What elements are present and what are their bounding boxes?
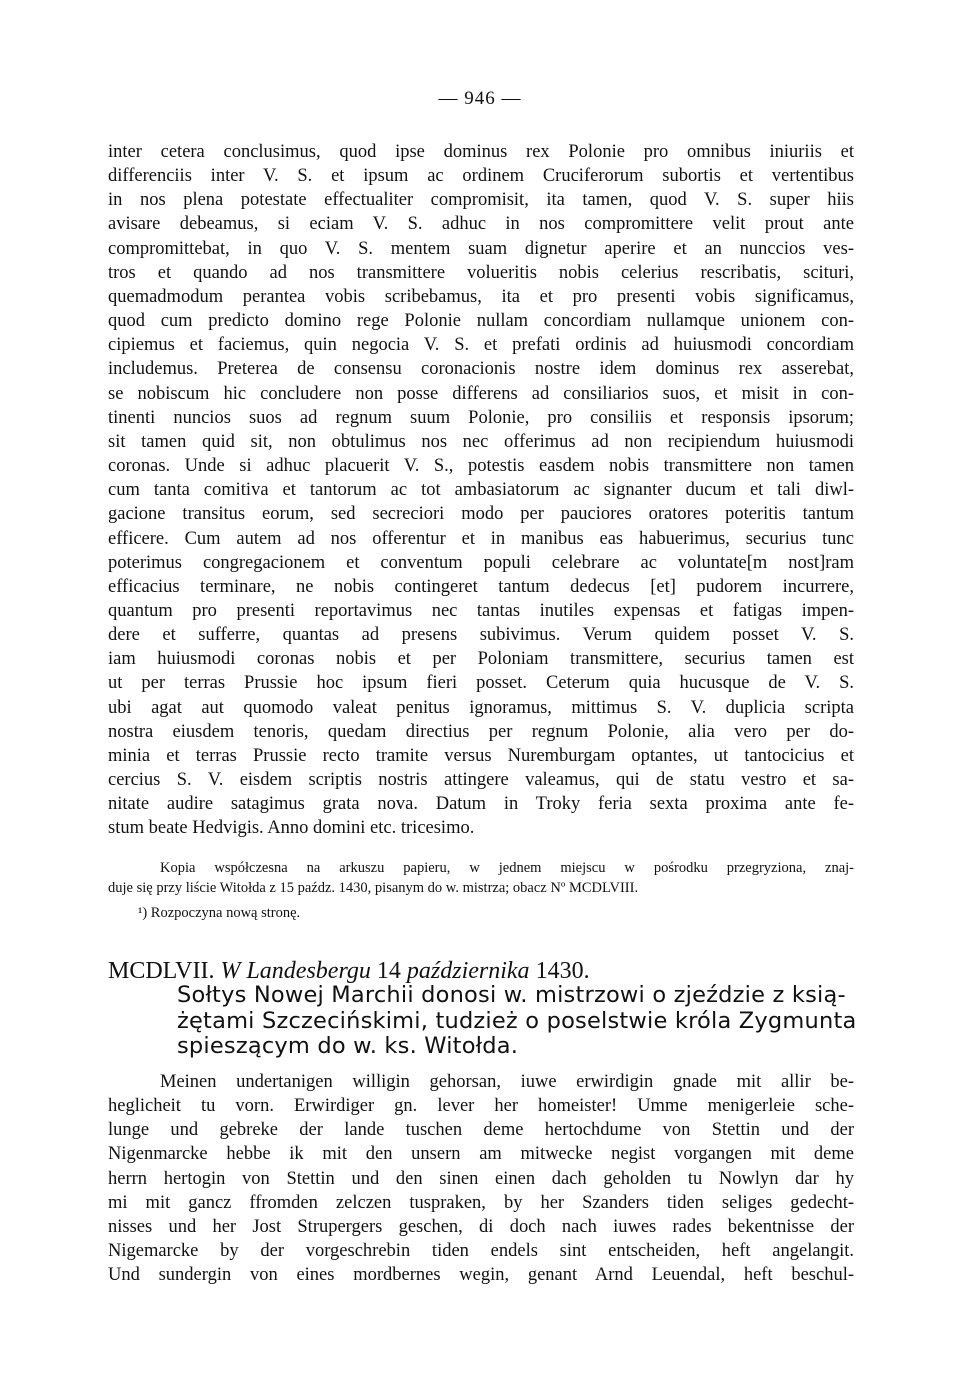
heading-day: 14: [376, 958, 401, 984]
text-line: Nigenmarcke hebbe ik mit den unsern am mitwecke negist vorgangen mit deme: [108, 1144, 854, 1165]
summary-line: żętami Szczecińskimi, tudzież o poselstwie króla Zygmunta: [177, 1007, 857, 1034]
text-line: poterimus congregacionem et conventum populi celebrare ac voluntate[m nost]ram: [108, 552, 854, 573]
text-line: compromittebat, in quo V. S. mentem suam dignetur aperire et an nunccios ves-: [108, 238, 854, 259]
text-line: quemadmodum perantea vobis scribebamus, ita et pro presenti vobis significamus,: [108, 286, 854, 307]
heading-place: W Landesbergu: [220, 958, 371, 984]
text-line: cum tanta comitiva et tantorum ac tot ambasiatorum ac signanter ducum et tali diwl-: [108, 480, 854, 501]
german-letter-paragraph: [108, 1070, 854, 1287]
archival-note: [108, 858, 854, 898]
text-line: in nos plena potestate effectualiter compromisit, ita tamen, quod V. S. super hiis: [108, 190, 854, 211]
text-line: dere et sufferre, quantas ad presens subivimus. Verum quidem posset V. S.: [108, 625, 854, 646]
summary-line: Sołtys Nowej Marchii donosi w. mistrzowi o zjeździe z ksią-: [177, 982, 846, 1008]
text-line: tros et quando ad nos transmittere volueritis nobis celerius rescribatis, scituri,: [108, 262, 854, 283]
text-line: iam huiusmodi coronas nobis et per Poloniam transmittere, securius tamen est: [108, 649, 854, 670]
summary-line: spieszącym do w. ks. Witołda.: [177, 1033, 519, 1059]
text-line: efficacius terminare, ne nobis contingeret tantum dedecus [et] pudorem incurrere,: [108, 576, 854, 597]
note-line: Kopia współczesna na arkuszu papieru, w jednem miejscu w pośrodku przegryziona, znaj-: [160, 860, 854, 876]
latin-letter-paragraph: [108, 140, 854, 841]
document-summary: [177, 983, 855, 1060]
text-line: nisses und her Jost Strupergers geschen, di doch nach iuwes rades bekentnisse der: [108, 1216, 854, 1237]
text-line: quod cum predicto domino rege Polonie nullam concordiam nullamque unionem con-: [108, 311, 854, 332]
text-line: coronas. Unde si adhuc placuerit V. S., potestis easdem nobis transmittere non tamen: [108, 456, 854, 477]
text-line: quantum pro presenti reportavimus nec tantas inutiles expensas et fatigas impen-: [108, 600, 854, 621]
heading-month: października: [406, 958, 530, 984]
text-line: inter cetera conclusimus, quod ipse dominus rex Polonie pro omnibus iniuriis et: [108, 142, 854, 162]
note-line: duje się przy liście Witołda z 15 paźdz. 1430, pisanym do w. mistrza; obacz Nº MCDLVIII.: [108, 880, 639, 896]
text-line: ut per terras Prussie hoc ipsum fieri posset. Ceterum quia hucusque de V. S.: [108, 673, 854, 694]
text-line: se nobiscum hic concludere non posse differens ad consiliarios suos, et misit in con-: [108, 383, 854, 404]
text-line: sit tamen quid sit, non obtulimus nos nec offerimus ad non recipiendum huiusmodi: [108, 431, 854, 452]
text-line: cercius S. V. eisdem scriptis nostris attingere valeamus, qui de statu vestro et sa-: [108, 770, 854, 791]
text-line: includemus. Preterea de consensu coronacionis nostre idem dominus rex asserebat,: [108, 359, 854, 380]
text-line: Nigemarcke by der vorgeschrebin tiden endels sint entscheiden, heft angelangit.: [108, 1241, 854, 1262]
document-heading: [108, 957, 854, 985]
text-line: mi mit gancz ffromden zelczen tuspraken, by her Szanders tiden seliges gedecht-: [108, 1192, 854, 1213]
text-line: nitate audire satagimus grata nova. Datum in Troky feria sexta proxima ante fe-: [108, 794, 854, 815]
text-line: avisare debeamus, si eciam V. S. adhuc in nos compromittere velit prout ante: [108, 214, 854, 235]
text-line: ubi agat aut quomodo valeat penitus ignoramus, mittimus S. V. duplicia scripta: [108, 697, 854, 718]
page-number: — 946 —: [438, 88, 522, 109]
text-line: cipiemus et faciemus, quin negocia V. S. et prefati ordinis ad huiusmodi concordiam: [108, 335, 854, 356]
text-line: nostra eiusdem tenoris, quedam directius per regnum Polonie, alia vero per do-: [108, 721, 854, 742]
document-number: MCDLVII.: [108, 958, 215, 984]
text-line: stum beate Hedvigis. Anno domini etc. tricesimo.: [108, 818, 475, 839]
text-line: herrn hertogin von Stettin und den sinen einen dach geholden tu Nowlyn dar hy: [108, 1168, 854, 1189]
text-line: tinenti nuncios suos ad regnum suum Polonie, pro consiliis et responsis ipsorum;: [108, 407, 854, 428]
footnote: ¹) Rozpoczyna nową stronę.: [138, 905, 301, 921]
text-line: heglicheit tu vorn. Erwirdiger gn. lever her homeister! Umme menigerleie sche-: [108, 1096, 854, 1117]
text-line: Meinen undertanigen willigin gehorsan, iuwe erwirdigin gnade mit allir be-: [160, 1072, 854, 1092]
heading-year: 1430.: [535, 958, 590, 984]
text-line: Und sundergin von eines mordbernes wegin, genant Arnd Leuendal, heft beschul-: [108, 1265, 854, 1286]
text-line: differenciis inter V. S. et ipsum ac ordinem Cruciferorum subortis et vertentibus: [108, 166, 854, 187]
text-line: minia et terras Prussie recto tramite versus Nuremburgam optantes, ut tantocicius et: [108, 745, 854, 766]
text-line: lunge und gebreke der lande tuschen deme hertochdume von Stettin und der: [108, 1120, 854, 1141]
text-line: efficere. Cum autem ad nos offerentur et in manibus eas habuerimus, securius tunc: [108, 528, 854, 549]
text-line: gacione transitus eorum, sed secreciori modo per pauciores oratores poteritis tantum: [108, 504, 854, 525]
